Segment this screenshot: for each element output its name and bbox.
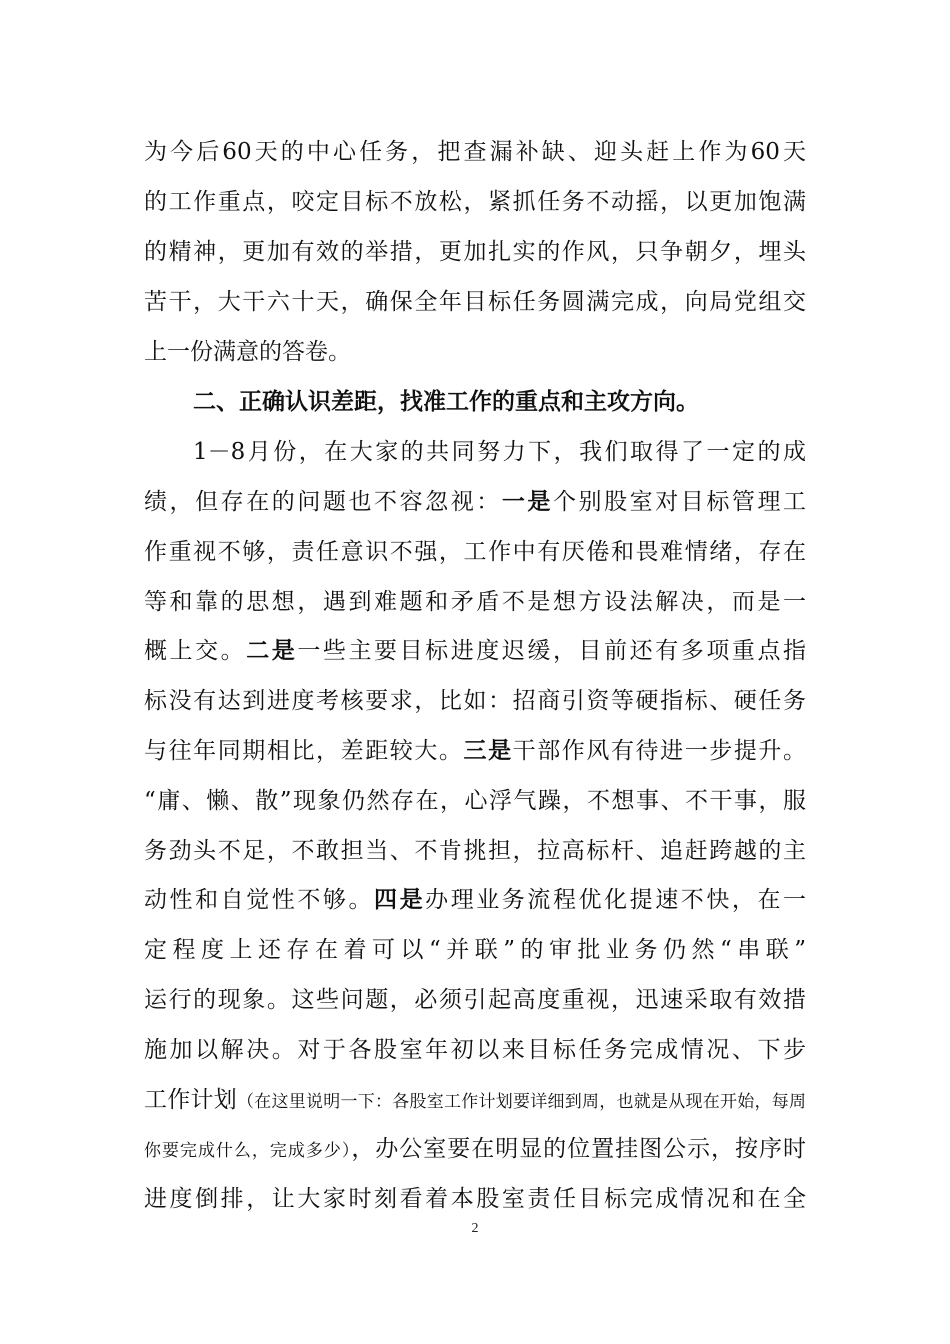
page-number: 2 <box>471 1221 479 1236</box>
text-line <box>144 636 806 666</box>
bold-marker: 四是 <box>374 887 426 913</box>
bold-marker: 一是 <box>501 489 553 515</box>
text-line: 苦干，大干六十天，确保全年目标任务圆满完成，向局党组交 <box>144 289 806 315</box>
small-note: 你要完成什么，完成多少） <box>144 1141 352 1161</box>
text-line <box>144 487 806 517</box>
text-line: 的工作重点，咬定目标不放松，紧抓任务不动摇，以更加饱满 <box>144 189 806 215</box>
text-segment: 工作计划 <box>144 1087 237 1113</box>
text-line: 的精神，更加有效的举措，更加扎实的作风，只争朝夕，埋头 <box>144 239 806 265</box>
text-line: 1－8月份，在大家的共同努力下，我们取得了一定的成 <box>193 439 806 465</box>
text-line: 上一份满意的答卷。 <box>144 339 351 365</box>
text-segment: ，办公室要在明显的位置挂图公示，按序时 <box>351 1136 806 1162</box>
text-line: 等和靠的思想，遇到难题和矛盾不是想方设法解决，而是一 <box>144 589 806 615</box>
text-segment: 办理业务流程优化提速不快，在一 <box>425 887 806 913</box>
text-line: 施加以解决。对于各股室年初以来目标任务完成情况、下步 <box>144 1037 806 1063</box>
bold-marker: 三是 <box>463 738 513 764</box>
text-line: 务劲头不足，不敢担当、不肯挑担，拉高标杆、追赶跨越的主 <box>144 838 806 864</box>
text-line: 标没有达到进度考核要求，比如：招商引资等硬指标、硬任务 <box>144 688 806 714</box>
text-segment: 绩，但存在的问题也不容忽视： <box>144 489 502 515</box>
text-line: 定程度上还存在着可以“并联”的审批业务仍然“串联” <box>144 937 806 963</box>
text-line <box>144 1085 806 1117</box>
text-segment: 动性和自觉性不够。 <box>144 887 375 913</box>
text-line <box>144 736 806 766</box>
bold-marker: 二是 <box>246 638 298 664</box>
text-segment: 干部作风有待进一步提升。 <box>512 738 806 764</box>
text-line <box>144 885 806 915</box>
text-line: “庸、懒、散”现象仍然存在，心浮气躁，不想事、不干事，服 <box>144 788 806 814</box>
text-line <box>144 1134 806 1166</box>
text-segment: 个别股室对目标管理工 <box>552 489 806 515</box>
text-segment: 概上交。 <box>144 638 247 664</box>
text-line: 运行的现象。这些问题，必须引起高度重视，迅速采取有效措 <box>144 987 806 1013</box>
text-segment: 一些主要目标进度迟缓，目前还有多项重点指 <box>297 638 806 664</box>
text-line: 为今后60天的中心任务，把查漏补缺、迎头赶上作为60天 <box>144 139 806 165</box>
text-line: 作重视不够，责任意识不强，工作中有厌倦和畏难情绪，存在 <box>144 539 806 565</box>
small-note: （在这里说明一下：各股室工作计划要详细到周，也就是从现在开始，每周 <box>237 1092 806 1112</box>
text-segment: 与往年同期相比，差距较大。 <box>144 738 464 764</box>
section-heading: 二、正确认识差距，找准工作的重点和主攻方向。 <box>193 389 699 415</box>
text-line: 进度倒排，让大家时刻看着本股室责任目标完成情况和在全 <box>144 1186 806 1212</box>
